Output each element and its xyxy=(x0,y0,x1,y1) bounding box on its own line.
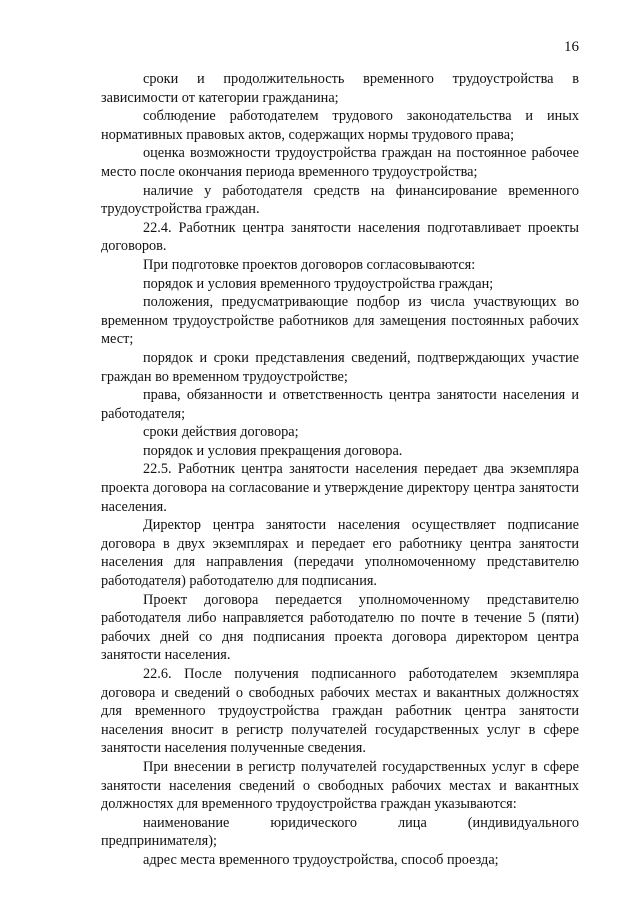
paragraph: порядок и сроки представления сведений, подтверждающих участие граждан во временном трудоустройстве; xyxy=(101,349,579,385)
paragraph: 22.4. Работник центра занятости населения подготавливает проекты договоров. xyxy=(101,219,579,255)
page-number: 16 xyxy=(564,39,579,55)
paragraph: порядок и условия прекращения договора. xyxy=(143,442,403,459)
paragraph: порядок и условия временного трудоустройства граждан; xyxy=(143,275,494,292)
paragraph: При подготовке проектов договоров согласовываются: xyxy=(143,256,476,273)
paragraph: 22.5. Работник центра занятости населения передает два экземпляра проекта договора на согласование и утверждение директору центра занятости населения. xyxy=(101,461,579,515)
paragraph: наименование юридического лица (индивидуального предпринимателя); xyxy=(101,814,579,850)
paragraph: оценка возможности трудоустройства граждан на постоянное рабочее место после окончания периода временного трудоустройства; xyxy=(101,145,579,180)
paragraph: При внесении в регистр получателей государственных услуг в сфере занятости населения сведений о свободных рабочих местах и вакантных должностях для временного трудоустройства граждан указываются: xyxy=(101,758,579,813)
paragraph: 22.6. После получения подписанного работодателем экземпляра договора и сведений о свободных рабочих местах и вакантных должностях для временного трудоустройства граждан работник центра занятости населения вносит в регистр получателей государственных услуг в сфере занятости населения полученные сведения. xyxy=(101,666,579,757)
paragraph: права, обязанности и ответственность центра занятости населения и работодателя; xyxy=(101,387,579,422)
paragraph: наличие у работодателя средств на финансирование временного трудоустройства граждан. xyxy=(101,182,579,218)
paragraph: Проект договора передается уполномоченному представителю работодателя либо направляется работодателю по почте в течение 5 (пяти) рабочих дней со дня подписания проекта договора директором центра занятости населения. xyxy=(101,591,579,664)
paragraph: сроки действия договора; xyxy=(143,424,299,441)
paragraph: сроки и продолжительность временного трудоустройства в зависимости от категории гражданина; xyxy=(101,71,579,106)
paragraph: соблюдение работодателем трудового законодательства и иных нормативных правовых актов, содержащих нормы трудового права; xyxy=(101,108,579,143)
paragraph: адрес места временного трудоустройства, способ проезда; xyxy=(143,851,499,868)
paragraph: положения, предусматривающие подбор из числа участвующих во временном трудоустройстве работников для замещения постоянных рабочих мест; xyxy=(101,294,579,348)
paragraph: Директор центра занятости населения осуществляет подписание договора в двух экземплярах и передает его работнику центра занятости населения для направления (передачи уполномоченному представителю работодателя) работодателю для подписания. xyxy=(101,517,579,590)
document-body xyxy=(101,70,579,870)
